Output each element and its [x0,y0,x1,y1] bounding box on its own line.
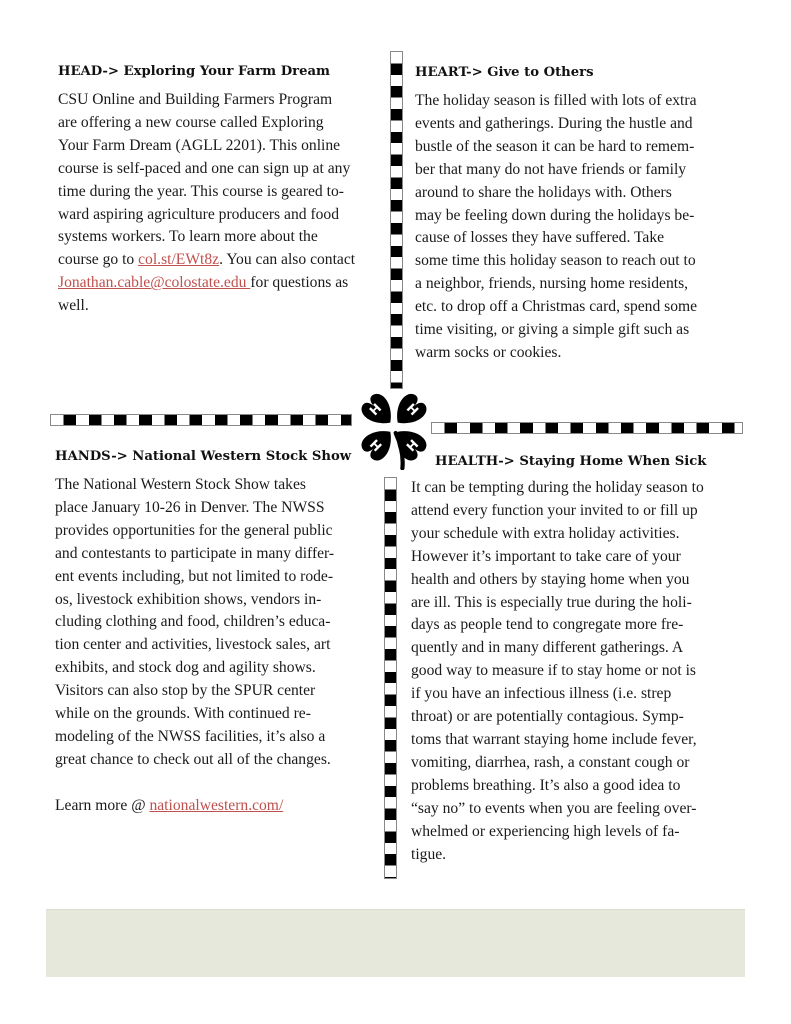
health-line: good way to measure if to stay home or not is [411,662,696,680]
divider-horizontal-right [431,422,743,434]
hands-line: tion center and activities, livestock sales, art [55,636,331,654]
head-heading: HEAD-> Exploring Your Farm Dream [58,64,330,79]
health-line: if you have an infectious illness (i.e. strep [411,685,672,703]
head-line [58,249,378,272]
health-line: “say no” to events when you are feeling over- [411,799,697,817]
hands-line: modeling of the NWSS facilities, it’s also a [55,727,326,745]
health-line: throat) or are potentially contagious. Symp- [411,708,684,726]
hands-line: while on the grounds. With continued re- [55,705,311,723]
hands-line: ent events including, but not limited to rode- [55,567,334,585]
head-line: are offering a new course called Exploring [58,113,324,131]
hands-line: great chance to check out all of the changes. [55,750,331,768]
head-body [58,89,378,318]
health-line: your schedule with extra holiday activities. [411,524,680,542]
hands-line: and contestants to participate in many differ- [55,544,335,562]
hands-line: os, livestock exhibition shows, vendors in- [55,590,322,608]
heart-line: bustle of the season it can be hard to remem- [415,137,695,155]
nationalwestern-link[interactable]: nationalwestern.com/ [149,796,284,814]
hands-line: place January 10-26 in Denver. The NWSS [55,498,325,516]
hands-line: provides opportunities for the general public [55,521,333,539]
heart-section [415,64,755,365]
hands-line: cluding clothing and food, children’s educa- [55,613,331,631]
health-line: whelmed or experiencing high levels of fa- [411,822,680,840]
divider-vertical-top [390,51,403,389]
health-line: It can be tempting during the holiday season to [411,479,704,496]
hands-heading: HANDS-> National Western Stock Show [55,449,352,464]
health-line: problems breathing. It’s also a good idea to [411,776,681,794]
health-line: health and others by staying home when you [411,570,690,588]
heart-line: ber that many do not have friends or family [415,160,687,178]
heart-line: time visiting, or giving a simple gift such as [415,321,690,339]
svg-text:H: H [366,436,385,455]
health-line: attend every function your invited to or fill up [411,501,698,519]
hands-body [55,474,375,818]
heart-line: some time this holiday season to reach out to [415,252,696,270]
head-line: Your Farm Dream (AGLL 2201). This online [58,136,341,154]
head-line: CSU Online and Building Farmers Program [58,91,333,108]
footer-panel [46,909,745,977]
health-line: days as people tend to congregate more fre- [411,616,684,634]
heart-line: may be feeling down during the holidays be- [415,206,695,224]
svg-text:H: H [366,400,385,419]
heart-line: warm socks or cookies. [415,343,562,361]
hands-line: Visitors can also stop by the SPUR center [55,682,316,700]
heart-line: The holiday season is filled with lots of extra [415,92,697,109]
heart-line: a neighbor, friends, nursing home residents, [415,275,689,293]
svg-text:H: H [403,400,422,419]
hands-line: The National Western Stock Show takes [55,476,306,493]
health-body [411,477,756,866]
health-line: vomiting, diarrhea, rash, a constant cough or [411,753,690,771]
heart-line: around to share the holidays with. Others [415,183,672,201]
divider-vertical-bottom [384,477,397,879]
head-text: . You can also contact [219,251,356,269]
head-line: time during the year. This course is geared to- [58,182,344,200]
head-text: course go to [58,251,139,269]
heart-body [415,90,755,365]
4h-clover-icon [352,386,436,470]
health-line: quently and in many different gatherings. A [411,639,684,657]
email-link[interactable]: Jonathan.cable@colostate.edu [58,274,251,292]
head-line: well. [58,297,89,315]
learn-more-line [55,795,375,818]
heart-line: etc. to drop off a Christmas card, spend some [415,298,698,316]
course-link[interactable]: col.st/EWt8z [138,251,220,269]
health-line: are ill. This is especially true during the holi- [411,593,692,611]
head-line: systems workers. To learn more about the [58,228,318,246]
head-text: for questions as [250,274,349,292]
head-section [58,63,378,318]
head-line: course is self-paced and one can sign up at any [58,159,351,177]
health-heading: HEALTH-> Staying Home When Sick [435,454,707,469]
heart-line: events and gatherings. During the hustle and [415,114,693,132]
blank-line [55,772,375,795]
health-section [411,453,756,866]
health-line: However it’s important to take care of your [411,547,681,565]
divider-horizontal-left [50,414,352,426]
head-line: ward aspiring agriculture producers and food [58,205,340,223]
hands-line: exhibits, and stock dog and agility shows. [55,659,316,677]
health-line: toms that warrant staying home include fever, [411,730,697,748]
hands-section [55,448,375,818]
svg-text:H: H [403,436,422,455]
head-line [58,272,378,295]
learn-more-label: Learn more @ [55,796,150,814]
heart-line: cause of losses they have suffered. Take [415,229,665,247]
heart-heading: HEART-> Give to Others [415,65,594,80]
health-line: tigue. [411,845,447,863]
